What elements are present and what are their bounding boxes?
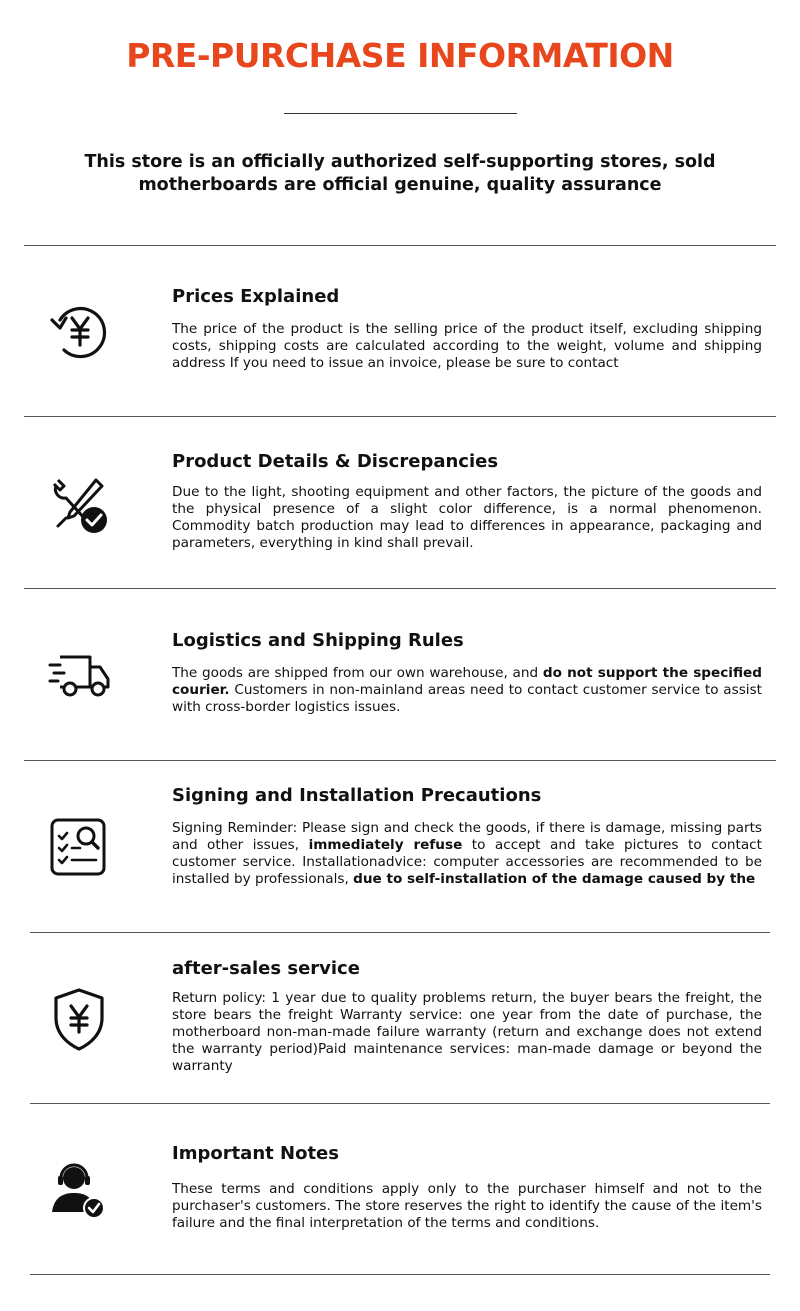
section-title: Important Notes [172,1143,339,1164]
delivery-truck-icon [46,643,112,709]
section-divider [30,1103,770,1104]
section-body: The price of the product is the selling price of the product itself, excluding shipping costs, shipping costs are calculated according to the weight, volume and shipping address If you need to issue an invoice, please be sure to contact [172,321,762,371]
section-title: after-sales service [172,958,360,979]
customer-service-agent-icon [46,1160,112,1226]
title-underline [284,113,517,114]
section-title: Signing and Installation Precautions [172,785,542,806]
section-divider [24,416,776,417]
checklist-magnifier-icon [46,814,112,880]
wrench-screwdriver-check-icon [46,472,112,538]
page-subtitle: This store is an officially authorized self-supporting stores, sold motherboards are official genuine, quality assurance [84,152,716,195]
section-title: Prices Explained [172,286,340,307]
section-title: Logistics and Shipping Rules [172,630,464,651]
section-divider [24,588,776,589]
section-body: Due to the light, shooting equipment and other factors, the picture of the goods and the physical presence of a slight color difference, is a normal phenomenon. Commodity batch production may lead to differences in appearance, packaging and parameters, everything in kind shall prevail. [172,484,762,551]
section-body: These terms and conditions apply only to the purchaser himself and not to the purchaser's customers. The store reserves the right to identify the cause of the item's failure and the final interpretation of the terms and conditions. [172,1181,762,1231]
section-body: Return policy: 1 year due to quality problems return, the buyer bears the freight, the store bears the freight Warranty service: one year from the date of purchase, the motherboard non-man-made failure warranty (return and exchange does not extend the warranty period)Paid maintenance services: man-made damage or beyond the warranty [172,990,762,1074]
page-title: PRE-PURCHASE INFORMATION [126,36,674,75]
section-divider [30,932,770,933]
section-divider [24,760,776,761]
section-body: The goods are shipped from our own warehouse, and do not support the specified courier. Customers in non-mainland areas need to contact customer service to assist with cross-border logistics issues. [172,665,762,715]
yen-shield-icon [46,986,112,1052]
section-divider [30,1274,770,1275]
yen-refresh-icon [46,298,112,364]
section-divider [24,245,776,246]
section-body: Signing Reminder: Please sign and check the goods, if there is damage, missing parts and other issues, immediately refuse to accept and take pictures to contact customer service. Installationadvice: computer accessories are recommended to be installed by professionals, due to self-installation of the damage caused by the [172,820,762,887]
section-title: Product Details & Discrepancies [172,451,499,472]
